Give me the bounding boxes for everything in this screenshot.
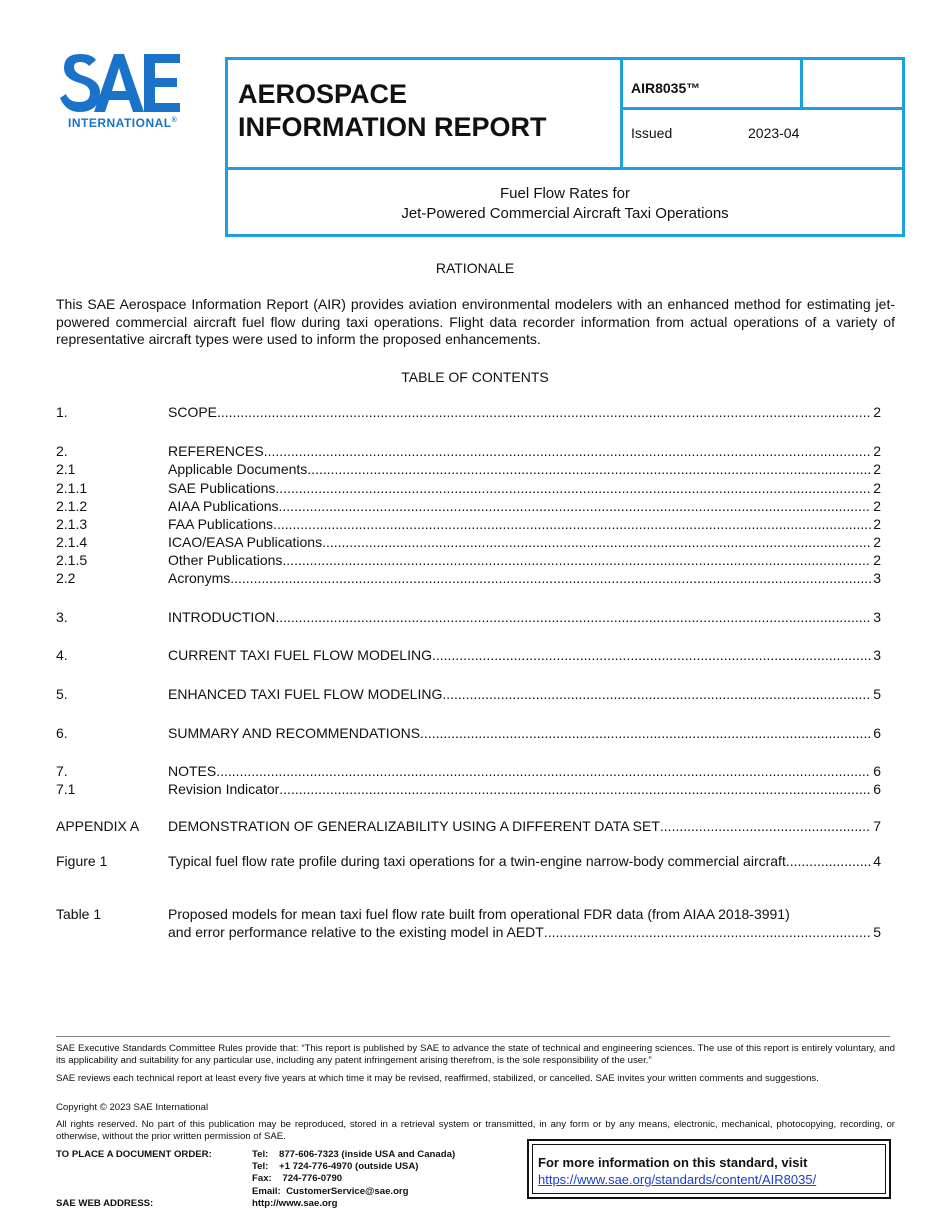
order-label: TO PLACE A DOCUMENT ORDER:	[56, 1149, 212, 1160]
toc-entry[interactable]	[56, 533, 881, 551]
doc-type-line1: AEROSPACE	[238, 79, 408, 109]
toc-leader-dots	[273, 515, 871, 533]
toc-leader-dots	[264, 442, 872, 460]
toc-leader-dots	[217, 403, 871, 421]
contact-lines	[252, 1149, 455, 1210]
info-box	[527, 1139, 891, 1199]
toc-entry-page: 5	[873, 686, 881, 702]
toc-entry[interactable]	[56, 762, 881, 780]
toc-entry-number: 2.1.1	[56, 480, 88, 496]
doc-id-cell	[623, 60, 803, 110]
toc-entry[interactable]	[56, 646, 881, 664]
toc-entry[interactable]	[56, 479, 881, 497]
toc-leader-dots	[279, 497, 872, 515]
toc-entry-number: 2.1.3	[56, 516, 88, 532]
toc-entry-page: 2	[873, 443, 881, 459]
toc-leader-dots	[275, 479, 871, 497]
toc-entry-number: 2.1.2	[56, 498, 88, 514]
toc-entry[interactable]	[56, 460, 881, 478]
email-link[interactable]: Email: CustomerService@sae.org	[252, 1185, 409, 1197]
toc-entry-number: Table 1	[56, 906, 102, 922]
toc-leader-dots	[442, 685, 871, 703]
footer-rights-text: All rights reserved. No part of this publication may be reproduced, stored in a retrieval system or transmitted, in any form or by any means, electronic, mechanical, photocopying, recording, or otherwise, without the prior written permission of SAE.	[56, 1119, 895, 1142]
issued-label: Issued	[631, 125, 673, 141]
toc-entry-number: 5.	[56, 686, 68, 702]
toc-entry-page: 3	[873, 609, 881, 625]
toc-entry-page: 6	[873, 781, 881, 797]
toc-entry-title: ICAO/EASA Publications	[168, 534, 323, 550]
doc-type-line2: INFORMATION REPORT	[238, 112, 547, 142]
toc-entry-number: APPENDIX A	[56, 818, 140, 834]
toc-entry-page: 7	[873, 818, 881, 834]
toc-entry-page: 3	[873, 647, 881, 663]
toc-entry-page: 2	[873, 498, 881, 514]
toc-entry-title: CURRENT TAXI FUEL FLOW MODELING	[168, 647, 432, 663]
toc-entry-page: 6	[873, 763, 881, 779]
toc-entry-title: Revision Indicator	[168, 781, 280, 797]
toc-entry-title: FAA Publications	[168, 516, 274, 532]
toc-leader-dots	[282, 551, 871, 569]
toc-entry-page: 2	[873, 461, 881, 477]
logo-wordmark	[68, 116, 177, 130]
issued-date: 2023-04	[748, 125, 800, 141]
toc-entry-title-line1: Proposed models for mean taxi fuel flow rate built from operational FDR data (from AIAA 2018-3991)	[168, 906, 790, 922]
toc-entry-title: INTRODUCTION	[168, 609, 276, 625]
logo-wordmark-text: INTERNATIONAL	[68, 116, 172, 130]
toc-entry-title: ENHANCED TAXI FUEL FLOW MODELING	[168, 686, 443, 702]
footer-rule	[56, 1036, 890, 1037]
toc-entry-number: 6.	[56, 725, 68, 741]
toc-entry[interactable]	[56, 724, 881, 742]
toc-entry[interactable]	[56, 780, 881, 798]
toc-entry-number: 2.1.4	[56, 534, 88, 550]
issued-cell	[623, 110, 902, 167]
toc-entry-page: 2	[873, 480, 881, 496]
toc-leader-dots	[216, 762, 871, 780]
info-box-inner	[532, 1144, 886, 1194]
toc-entry-title: SAE Publications	[168, 480, 276, 496]
toc-entry-title: DEMONSTRATION OF GENERALIZABILITY USING A DIFFERENT DATA SET	[168, 818, 660, 834]
toc-entry[interactable]	[56, 515, 881, 533]
toc-entry-page: 4	[873, 853, 881, 869]
toc-entry[interactable]	[56, 497, 881, 515]
toc-entry-page: 5	[873, 924, 881, 940]
info-box-title: For more information on this standard, visit	[538, 1155, 808, 1170]
toc-entry[interactable]	[56, 569, 881, 587]
toc-entry-title: Typical fuel flow rate profile during taxi operations for a twin-engine narrow-body commercial aircraft	[168, 853, 786, 869]
toc-entry[interactable]	[56, 817, 881, 835]
toc-entry[interactable]	[56, 442, 881, 460]
web-url-link[interactable]: http://www.sae.org	[252, 1197, 338, 1209]
toc-entry[interactable]	[56, 905, 881, 940]
toc-entry[interactable]	[56, 551, 881, 569]
toc-entry[interactable]	[56, 608, 881, 626]
toc-leader-dots	[432, 646, 871, 664]
toc-entry-page: 3	[873, 570, 881, 586]
header-divider	[228, 167, 902, 170]
toc-leader-dots	[275, 608, 871, 626]
toc-entry[interactable]	[56, 685, 881, 703]
footer-copyright: Copyright © 2023 SAE International	[56, 1102, 209, 1113]
footer-rules-text: SAE Executive Standards Committee Rules provide that: “This report is published by SAE to advance the state of technical and engineering sciences. The use of this report is entirely voluntary, and its applicability and suitability for any particular use, including any patent infringement arising therefrom, is the sole responsibility of the user.”	[56, 1043, 895, 1066]
sae-logo-mark	[58, 52, 183, 114]
toc-entry-number: 2.1.5	[56, 552, 88, 568]
toc-entry-number: 2.1	[56, 461, 76, 477]
toc-entry-title: NOTES	[168, 763, 217, 779]
toc-entry-number: 4.	[56, 647, 68, 663]
toc-leader-dots	[322, 533, 871, 551]
tel-outside-usa: Tel: +1 724-776-4970 (outside USA)	[252, 1161, 419, 1173]
toc-entry[interactable]	[56, 852, 881, 870]
toc-entry-number: 7.	[56, 763, 68, 779]
fax: Fax: 724-776-0790	[252, 1173, 343, 1185]
toc-leader-dots	[660, 817, 871, 835]
web-label: SAE WEB ADDRESS:	[56, 1198, 154, 1209]
toc-entry-title: Other Publications	[168, 552, 283, 568]
toc-entry-number: Figure 1	[56, 853, 108, 869]
toc-entry-number: 1.	[56, 404, 68, 420]
footer-review-text: SAE reviews each technical report at least every five years at which time it may be revised, reaffirmed, stabilized, or cancelled. SAE invites your written comments and suggestions.	[56, 1073, 819, 1084]
tel-inside-usa: Tel: 877-606-7323 (inside USA and Canada)	[252, 1149, 456, 1160]
rationale-text: This SAE Aerospace Information Report (AIR) provides aviation environmental modelers with an enhanced method for estimating jet-powered commercial aircraft fuel flow during taxi operations. Flight data recorder information from actual operations of a variety of representative aircraft types were used to inform the proposed enhancements.	[56, 296, 895, 347]
toc-entry-title: SUMMARY AND RECOMMENDATIONS	[168, 725, 421, 741]
toc-leader-dots	[279, 780, 871, 798]
toc-entry-page: 2	[873, 552, 881, 568]
toc-leader-dots	[307, 460, 871, 478]
toc-entry[interactable]	[56, 403, 881, 421]
toc-entry-title: Applicable Documents	[168, 461, 308, 477]
registered-mark: ®	[171, 117, 178, 124]
toc-entry-title: SCOPE	[168, 404, 218, 420]
header-frame	[225, 57, 905, 237]
toc-leader-dots	[230, 569, 871, 587]
toc-leader-dots	[420, 724, 871, 742]
toc-entry-number: 3.	[56, 609, 68, 625]
toc-heading: TABLE OF CONTENTS	[401, 369, 549, 385]
toc-entry-number: 2.	[56, 443, 68, 459]
doc-type	[238, 78, 546, 144]
toc-entry-title: Acronyms	[168, 570, 231, 586]
toc-entry-page: 2	[873, 516, 881, 532]
toc-entry-title: AIAA Publications	[168, 498, 279, 514]
toc-entry-page: 6	[873, 725, 881, 741]
toc-entry-title: REFERENCES	[168, 443, 264, 459]
doc-title-line1: Fuel Flow Rates for	[499, 185, 631, 202]
toc-leader-dots	[786, 852, 871, 870]
doc-type-cell	[228, 60, 623, 167]
doc-id: AIR8035™	[631, 80, 701, 96]
toc-entry-title: and error performance relative to the existing model in AEDT	[168, 924, 544, 940]
doc-title-line2: Jet-Powered Commercial Aircraft Taxi Operations	[401, 205, 729, 222]
empty-corner-cell	[803, 60, 902, 110]
doc-title	[228, 184, 902, 224]
toc-leader-dots	[544, 923, 871, 941]
toc-entry-page: 2	[873, 534, 881, 550]
toc-entry-number: 7.1	[56, 781, 76, 797]
standard-link[interactable]: https://www.sae.org/standards/content/AIR8035/	[538, 1172, 817, 1187]
toc-entry-number: 2.2	[56, 570, 76, 586]
sae-logo	[58, 52, 193, 137]
toc-entry-page: 2	[873, 404, 881, 420]
rationale-heading: RATIONALE	[435, 260, 515, 276]
